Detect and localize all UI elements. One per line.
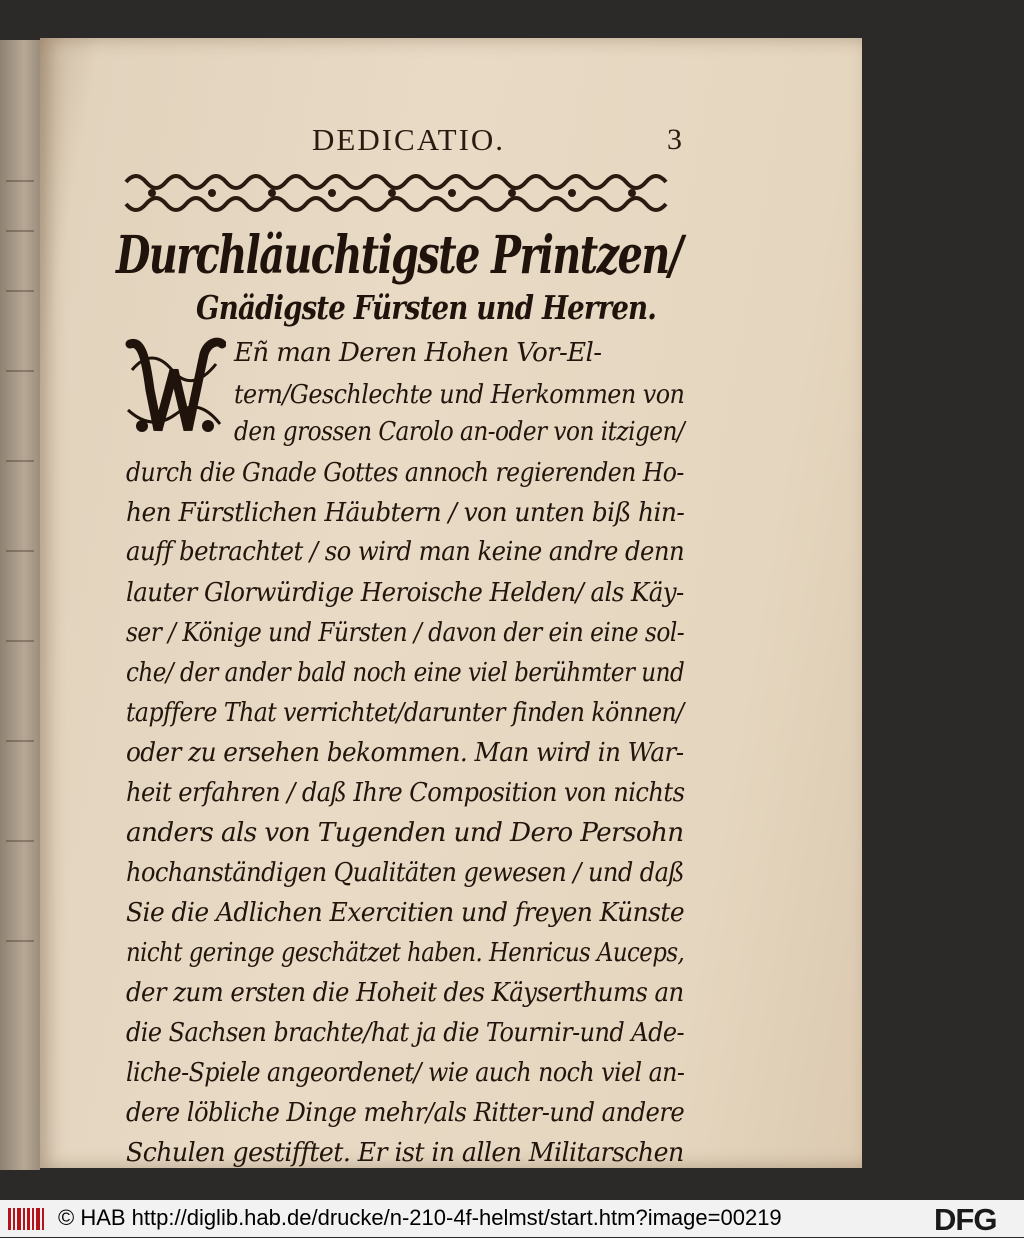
dfg-logo: DFG	[934, 1202, 997, 1237]
viewer-footer	[0, 1200, 1024, 1237]
decorative-initial-w	[122, 330, 226, 442]
body-line: tapffere That verrichtet/darunter finden können/	[126, 698, 684, 728]
body-line: durch die Gnade Gottes annoch regierenden Ho-	[126, 458, 684, 488]
hab-barcode-logo-icon	[6, 1204, 46, 1234]
body-line: ser / Könige und Fürsten / davon der ein eine sol-	[126, 618, 685, 648]
body-line: dere löbliche Dinge mehr/als Ritter-und andere	[126, 1098, 685, 1128]
dedication-subheading: Gnädigste Fürsten und Herren.	[196, 288, 657, 327]
body-line: che/ der ander bald noch eine viel berühmter und	[126, 658, 685, 688]
body-line: lauter Glorwürdige Heroische Helden/ als Käy-	[126, 578, 684, 608]
body-line: Sie die Adlichen Exercitien und freyen Künste	[126, 898, 685, 928]
body-line: Eñ man Deren Hohen Vor-El-	[234, 338, 602, 368]
body-line: nicht geringe geschätzet haben. Henricus Auceps,	[126, 938, 685, 968]
page-number: 3	[667, 123, 682, 156]
body-line: der zum ersten die Hoheit des Käyserthums an	[126, 978, 684, 1008]
copyright-link[interactable]: © HAB http://diglib.hab.de/drucke/n-210-4f-helmst/start.htm?image=00219	[58, 1205, 782, 1230]
body-line: tern/Geschlechte und Herkommen von	[234, 380, 685, 410]
body-line: den grossen Carolo an-oder von itzigen/	[234, 417, 685, 447]
body-line: hen Fürstlichen Häubtern / von unten biß hin-	[126, 498, 685, 528]
body-line: die Sachsen brachte/hat ja die Tournir-und Ade-	[126, 1018, 685, 1048]
body-line: oder zu ersehen bekommen. Man wird in War-	[126, 738, 684, 768]
previous-page-edge	[0, 40, 40, 1170]
body-line: Schulen gestifftet. Er ist in allen Militarschen	[126, 1138, 684, 1168]
body-line: anders als von Tugenden und Dero Persohn	[126, 818, 684, 848]
body-line: auff betrachtet / so wird man keine andre denn	[126, 537, 685, 567]
body-line: liche-Spiele angeordenet/ wie auch noch viel an-	[126, 1058, 685, 1088]
body-line: hochanständigen Qualitäten gewesen / und daß	[126, 858, 684, 888]
ornament-border	[122, 168, 684, 218]
running-header	[312, 120, 682, 160]
dedication-heading: Durchläuchtigste Printzen/	[116, 225, 682, 286]
body-line: heit erfahren / daß Ihre Composition von nichts	[126, 778, 685, 808]
header-title: DEDICATIO.	[312, 122, 506, 157]
